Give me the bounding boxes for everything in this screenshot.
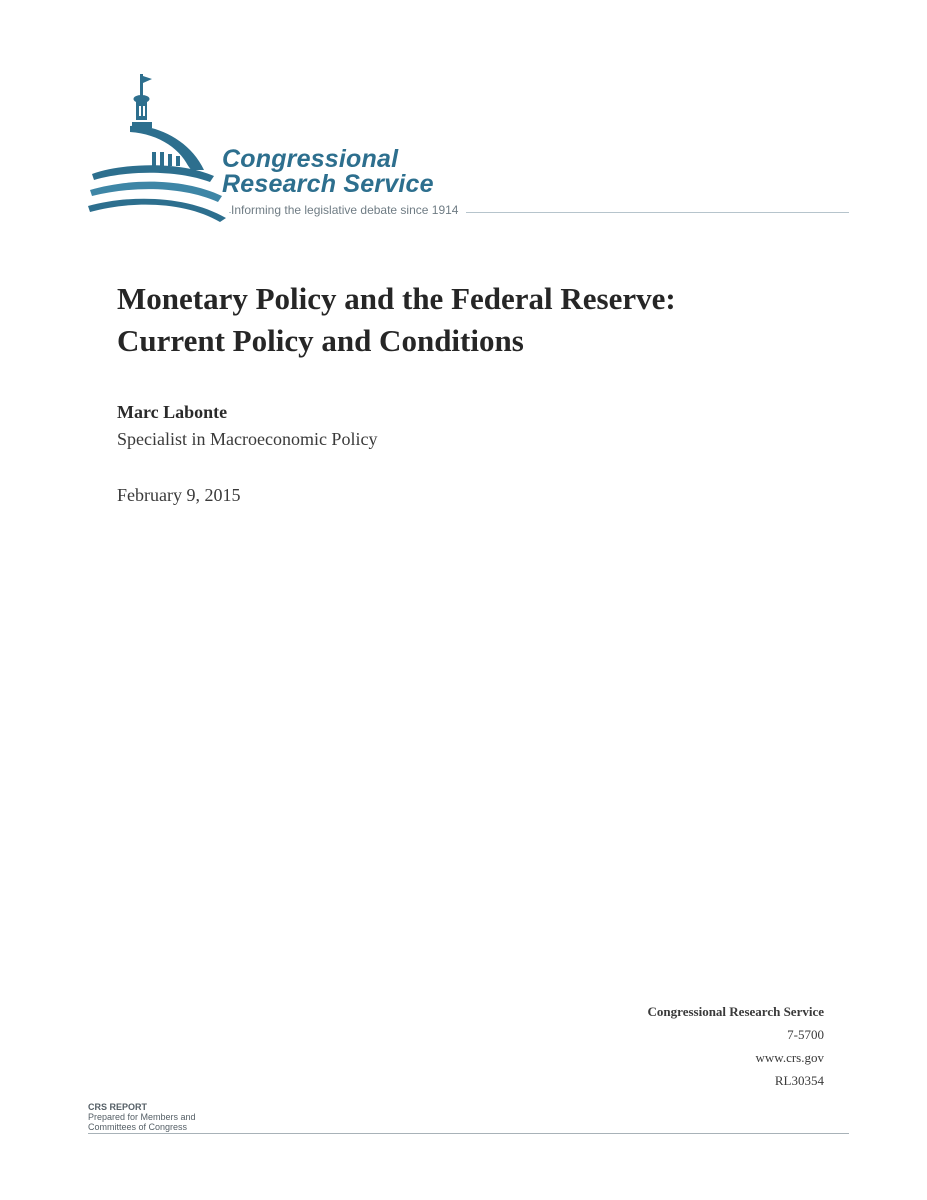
title-line-1: Monetary Policy and the Federal Reserve:	[117, 281, 676, 316]
title-line-2: Current Policy and Conditions	[117, 323, 524, 358]
report-date: February 9, 2015	[117, 485, 241, 505]
crs-report-footer	[88, 1102, 196, 1132]
author-role: Specialist in Macroeconomic Policy	[117, 429, 378, 449]
publisher-info	[648, 1000, 824, 1092]
publisher-website: www.crs.gov	[755, 1050, 824, 1065]
footer-report-label: CRS REPORT	[88, 1102, 148, 1112]
author-name: Marc Labonte	[117, 402, 228, 422]
publisher-org: Congressional Research Service	[647, 1004, 824, 1019]
footer-line-1: Prepared for Members and	[88, 1112, 196, 1122]
publisher-code: 7-5700	[787, 1027, 824, 1042]
org-name-line2: Research Service	[222, 170, 434, 198]
document-title	[117, 278, 837, 362]
report-number: RL30354	[774, 1073, 824, 1088]
footer-divider	[88, 1133, 849, 1134]
org-logo-wordmark	[222, 147, 434, 197]
capitol-dome-logo	[86, 66, 228, 222]
footer-line-2: Committees of Congress	[88, 1122, 188, 1132]
org-tagline: Informing the legislative debate since 1914	[231, 203, 466, 217]
org-name-line1: Congressional	[222, 145, 399, 173]
